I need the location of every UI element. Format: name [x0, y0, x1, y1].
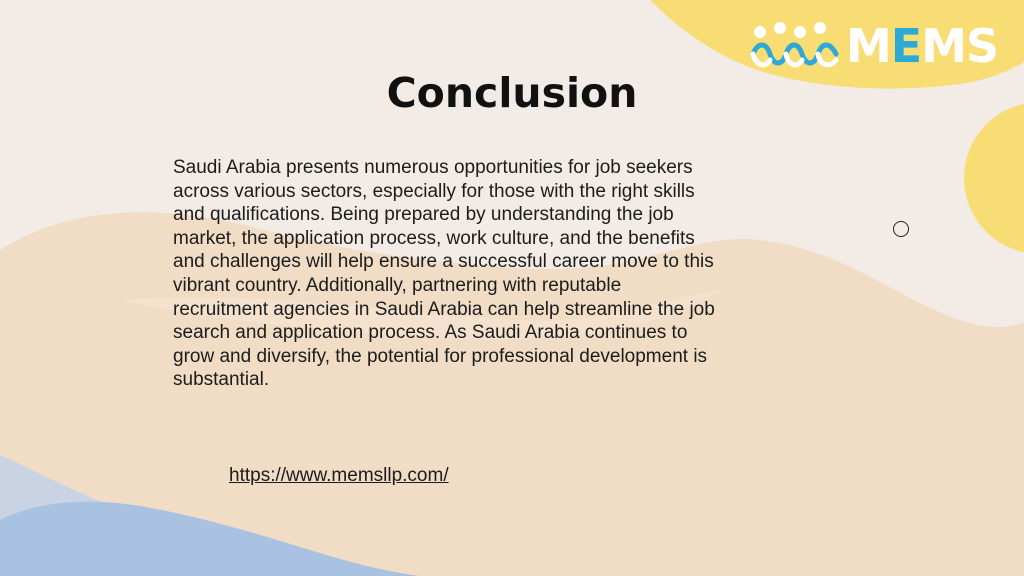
logo-text-part1: M — [846, 19, 891, 73]
logo-text-accent: E — [890, 19, 922, 73]
slide-body-text: Saudi Arabia presents numerous opportunities for job seekers across various sectors, especially for those with the right skills and qualifications. Being prepared by understanding the job market, the application process, work culture, and the benefits and challenges will help ensure a successful career move to this vibrant country. Additionally, partnering with reputable recruitment agencies in Saudi Arabia can help streamline the job search and application process. As Saudi Arabia continues to grow and diversify, the potential for professional development is substantial. — [173, 157, 715, 391]
people-wave-icon — [750, 20, 842, 72]
website-link[interactable]: https://www.memsllp.com/ — [229, 465, 449, 486]
logo-text-part2: MS — [921, 19, 999, 73]
slide-title: Conclusion — [386, 69, 638, 117]
yellow-circle — [964, 102, 1024, 254]
circle-marker-icon — [893, 221, 909, 237]
